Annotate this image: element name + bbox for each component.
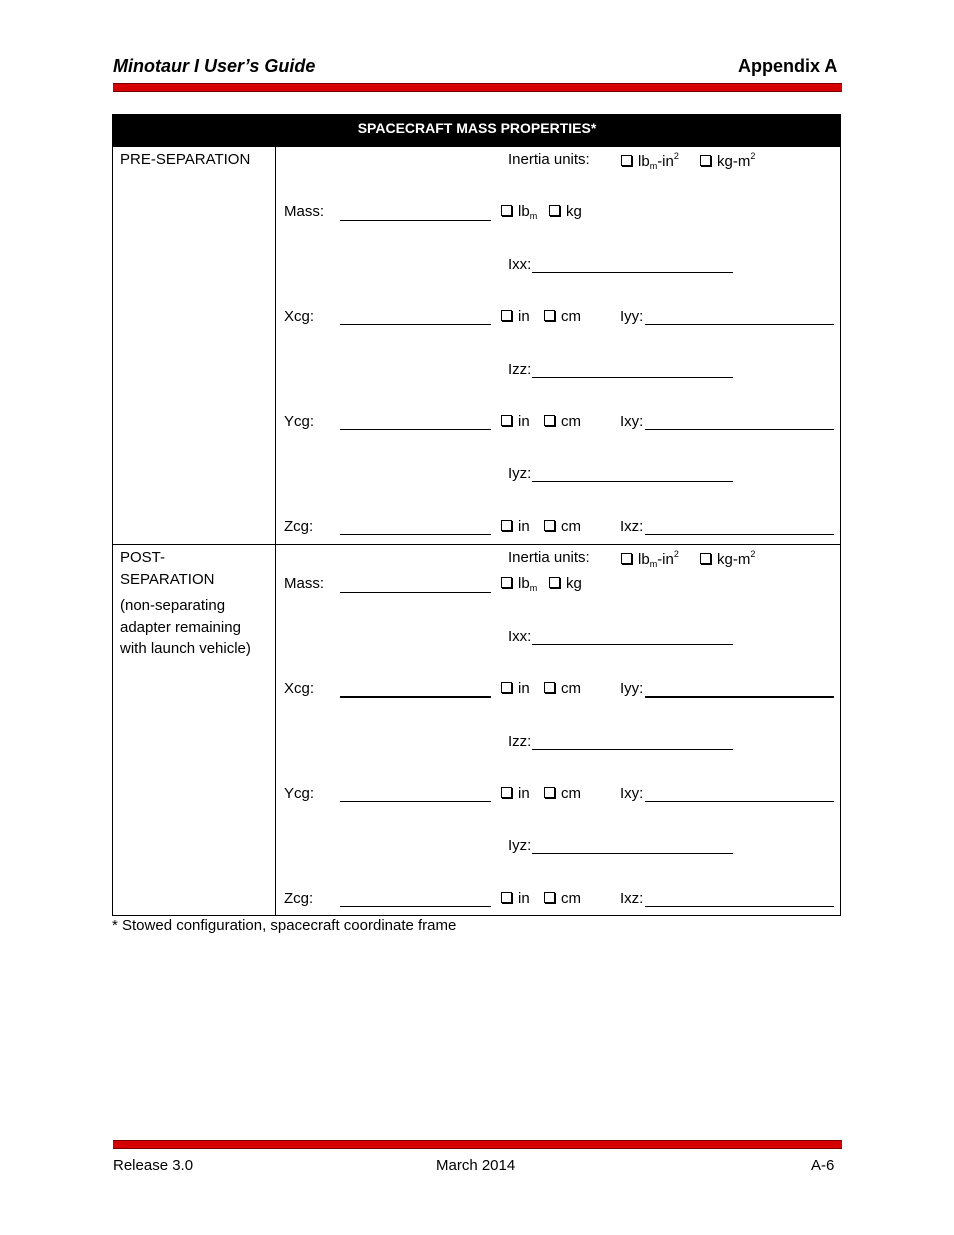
mass-unit-kg-option[interactable]: kg	[549, 203, 582, 220]
mass-unit-kg-option[interactable]: kg	[549, 575, 582, 592]
inertia-unit-kgm2-option[interactable]: $kg-m^2$	[700, 549, 755, 568]
zcg-field[interactable]	[340, 906, 491, 907]
zcg-unit-in-option[interactable]: in	[501, 518, 530, 535]
ycg-unit-cm-option[interactable]: cm	[544, 413, 581, 430]
ycg-unit-in-option[interactable]: in	[501, 413, 530, 430]
checkbox[interactable]	[501, 205, 512, 216]
mass-field[interactable]	[340, 220, 491, 221]
iyy-field[interactable]	[645, 324, 834, 325]
mass-label: Mass:	[284, 203, 325, 220]
row-divider	[112, 544, 841, 545]
zcg-unit-cm-option[interactable]: cm	[544, 890, 581, 907]
ycg-label: Ycg:	[284, 413, 315, 430]
ixx-field[interactable]	[532, 272, 733, 273]
mass-field[interactable]	[340, 592, 491, 593]
izz-label: Izz:	[508, 733, 532, 750]
ycg-unit-in-option[interactable]: in	[501, 785, 530, 802]
zcg-field[interactable]	[340, 534, 491, 535]
date-label: March 2014	[436, 1157, 516, 1174]
checkbox[interactable]	[544, 310, 555, 321]
post-separation-note-1: (non-separating	[120, 597, 226, 614]
ixx-field[interactable]	[532, 644, 733, 645]
xcg-unit-cm-option[interactable]: cm	[544, 680, 581, 697]
xcg-label: Xcg:	[284, 680, 315, 697]
post-separation-label-2: SEPARATION	[120, 571, 215, 588]
ixy-field[interactable]	[645, 429, 834, 430]
xcg-field[interactable]	[340, 696, 491, 698]
checkbox[interactable]	[544, 682, 555, 693]
page-number: A-6	[811, 1157, 835, 1174]
iyz-label: Iyz:	[508, 837, 532, 854]
checkbox[interactable]	[549, 577, 560, 588]
post-separation-note-2: adapter remaining	[120, 619, 241, 636]
ycg-label: Ycg:	[284, 785, 315, 802]
ixy-label: Ixy:	[620, 413, 644, 430]
table-footnote: * Stowed configuration, spacecraft coordinate frame	[112, 917, 457, 934]
checkbox[interactable]	[501, 310, 512, 321]
inertia-unit-kgm2-option[interactable]: $kg-m^2$	[700, 151, 755, 170]
checkbox[interactable]	[621, 155, 632, 166]
iyz-field[interactable]	[532, 853, 733, 854]
checkbox[interactable]	[549, 205, 560, 216]
ixy-label: Ixy:	[620, 785, 644, 802]
checkbox[interactable]	[501, 787, 512, 798]
table-heading: SPACECRAFT MASS PROPERTIES*	[113, 115, 841, 147]
checkbox[interactable]	[501, 415, 512, 426]
inertia-units-label: Inertia units:	[508, 151, 590, 168]
header-rule	[113, 83, 842, 92]
mass-properties-table	[112, 114, 841, 916]
post-separation-label-1: POST-	[120, 549, 166, 566]
mass-unit-lbm-option[interactable]: $lb_m$	[501, 203, 537, 221]
ixy-field[interactable]	[645, 801, 834, 802]
inertia-unit-lbm-in2-option[interactable]: $lb_m-in^2$	[621, 549, 679, 569]
checkbox[interactable]	[501, 520, 512, 531]
mass-label: Mass:	[284, 575, 325, 592]
ycg-unit-cm-option[interactable]: cm	[544, 785, 581, 802]
pre-separation-label: PRE-SEPARATION	[120, 151, 251, 168]
checkbox[interactable]	[700, 155, 711, 166]
ixz-label: Ixz:	[620, 518, 644, 535]
ixx-label: Ixx:	[508, 256, 532, 273]
iyy-label: Iyy:	[620, 680, 644, 697]
checkbox[interactable]	[544, 787, 555, 798]
iyz-label: Iyz:	[508, 465, 532, 482]
mass-unit-lbm-option[interactable]: $lb_m$	[501, 575, 537, 593]
zcg-label: Zcg:	[284, 518, 314, 535]
ixx-label: Ixx:	[508, 628, 532, 645]
checkbox[interactable]	[700, 553, 711, 564]
inertia-unit-lbm-in2-option[interactable]: $lb_m-in^2$	[621, 151, 679, 171]
iyy-field[interactable]	[645, 696, 834, 698]
iyz-field[interactable]	[532, 481, 733, 482]
checkbox[interactable]	[501, 682, 512, 693]
iyy-label: Iyy:	[620, 308, 644, 325]
xcg-label: Xcg:	[284, 308, 315, 325]
inertia-units-label: Inertia units:	[508, 549, 590, 566]
izz-label: Izz:	[508, 361, 532, 378]
izz-field[interactable]	[532, 749, 733, 750]
checkbox[interactable]	[544, 892, 555, 903]
ixz-field[interactable]	[645, 906, 834, 907]
izz-field[interactable]	[532, 377, 733, 378]
document-title: Minotaur I User’s Guide	[113, 56, 316, 76]
zcg-label: Zcg:	[284, 890, 314, 907]
checkbox[interactable]	[621, 553, 632, 564]
footer-rule	[113, 1140, 842, 1149]
zcg-unit-in-option[interactable]: in	[501, 890, 530, 907]
column-divider	[275, 147, 276, 916]
xcg-unit-in-option[interactable]: in	[501, 680, 530, 697]
checkbox[interactable]	[544, 520, 555, 531]
post-separation-note-3: with launch vehicle)	[120, 640, 251, 657]
xcg-unit-cm-option[interactable]: cm	[544, 308, 581, 325]
xcg-unit-in-option[interactable]: in	[501, 308, 530, 325]
section-label: Appendix A	[738, 56, 838, 76]
ycg-field[interactable]	[340, 801, 491, 802]
ixz-field[interactable]	[645, 534, 834, 535]
release-label: Release 3.0	[113, 1157, 194, 1174]
xcg-field[interactable]	[340, 324, 491, 325]
checkbox[interactable]	[501, 577, 512, 588]
ixz-label: Ixz:	[620, 890, 644, 907]
checkbox[interactable]	[544, 415, 555, 426]
checkbox[interactable]	[501, 892, 512, 903]
ycg-field[interactable]	[340, 429, 491, 430]
zcg-unit-cm-option[interactable]: cm	[544, 518, 581, 535]
